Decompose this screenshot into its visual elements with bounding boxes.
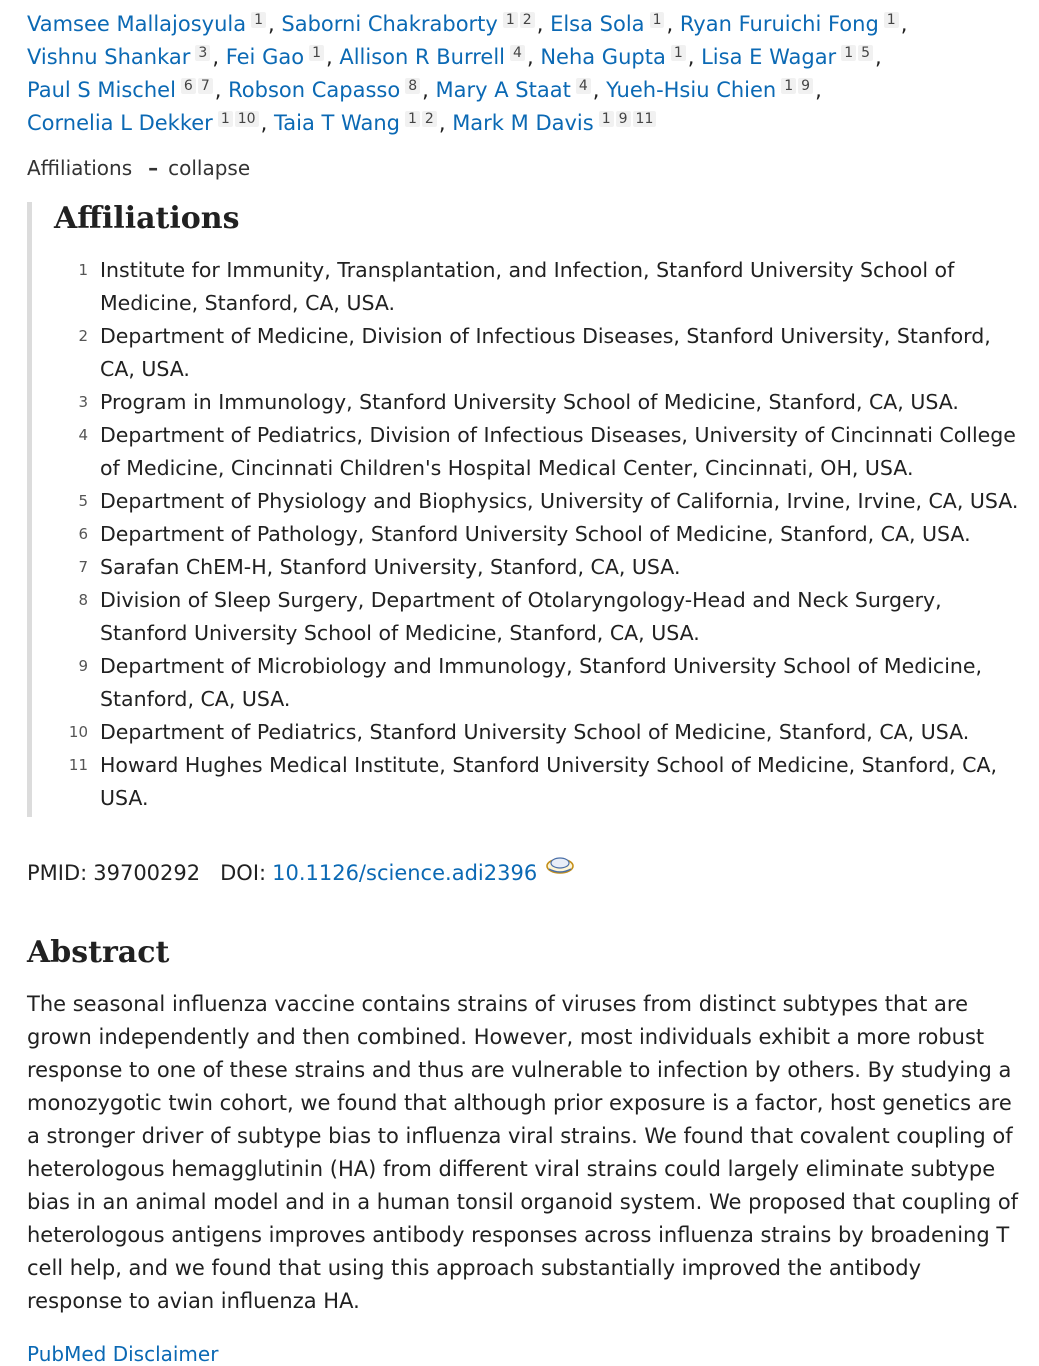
author-entry [274, 111, 446, 135]
affiliation-item [54, 254, 1029, 320]
doi-label: DOI: [220, 861, 267, 885]
pubmed-disclaimer-link[interactable]: PubMed Disclaimer [27, 1342, 219, 1366]
author-separator: , [900, 12, 908, 36]
affiliation-text: Department of Microbiology and Immunology, Stanford University School of Medicine, Stanford, CA, USA. [100, 654, 983, 711]
author-name-link[interactable]: Taia T Wang [273, 111, 400, 135]
author-name-link[interactable]: Cornelia L Dekker [27, 111, 213, 135]
affiliation-item [54, 386, 1029, 419]
affiliation-ref-badge[interactable]: 1 [503, 12, 518, 28]
author-affiliation-refs [405, 78, 422, 94]
affiliation-number: 2 [78, 327, 88, 345]
author-name-link[interactable]: Saborni Chakraborty [281, 12, 498, 36]
author-name-link[interactable]: Mark M Davis [452, 111, 594, 135]
affiliation-ref-badge[interactable]: 2 [422, 111, 437, 127]
author-entry [339, 45, 533, 69]
author-affiliation-refs [510, 45, 527, 61]
author-name-link[interactable]: Robson Capasso [228, 78, 401, 102]
affiliation-item [54, 518, 1029, 551]
author-separator: , [592, 78, 600, 102]
author-name-link[interactable]: Vamsee Mallajosyula [27, 12, 247, 36]
affiliation-ref-badge[interactable]: 1 [218, 111, 233, 127]
affiliation-item [54, 485, 1029, 518]
author-separator: , [666, 12, 674, 36]
affiliation-number: 7 [78, 558, 88, 576]
author-affiliation-refs [841, 45, 875, 61]
affiliation-item [54, 419, 1029, 485]
author-affiliation-refs [599, 111, 659, 127]
affiliations-panel [27, 202, 1029, 817]
author-entry [680, 12, 908, 36]
affiliations-list [54, 254, 1029, 815]
author-affiliation-refs [309, 45, 326, 61]
author-entry [226, 45, 333, 69]
author-entry [27, 45, 219, 69]
doi-link[interactable]: 10.1126/science.adi2396 [272, 861, 538, 885]
affiliation-ref-badge[interactable]: 1 [599, 111, 614, 127]
author-affiliation-refs [195, 45, 212, 61]
affiliation-text: Howard Hughes Medical Institute, Stanford University School of Medicine, Stanford, CA, USA. [100, 753, 998, 810]
author-affiliation-refs [218, 111, 261, 127]
affiliation-ref-badge[interactable]: 9 [798, 78, 813, 94]
author-separator: , [268, 12, 275, 36]
affiliation-item [54, 551, 1029, 584]
author-separator: , [815, 78, 822, 102]
author-entry [452, 111, 658, 135]
affiliation-number: 11 [68, 756, 88, 774]
affiliation-number: 5 [78, 492, 88, 510]
affiliation-number: 8 [78, 591, 88, 609]
pmid-value: 39700292 [93, 861, 201, 885]
author-entry [228, 78, 429, 102]
affiliation-item [54, 320, 1029, 386]
affiliation-number: 9 [78, 657, 88, 675]
affiliations-title: Affiliations [54, 201, 240, 236]
affiliation-ref-badge[interactable]: 1 [841, 45, 856, 61]
author-name-link[interactable]: Fei Gao [225, 45, 305, 69]
author-separator: , [422, 78, 429, 102]
affiliation-ref-badge[interactable]: 1 [671, 45, 686, 61]
affiliation-text: Department of Pediatrics, Stanford University School of Medicine, Stanford, CA, USA. [100, 720, 970, 744]
author-entry [436, 78, 600, 102]
author-name-link[interactable]: Yueh-Hsiu Chien [606, 78, 777, 102]
affiliation-ref-badge[interactable]: 1 [884, 12, 899, 28]
collapse-link[interactable]: collapse [168, 156, 251, 180]
author-entry [606, 78, 822, 102]
affiliation-text: Department of Physiology and Biophysics, University of California, Irvine, Irvine, CA, USA. [100, 489, 1019, 513]
author-affiliation-refs [405, 111, 439, 127]
author-name-link[interactable]: Neha Gupta [540, 45, 666, 69]
author-separator: , [875, 45, 882, 69]
author-affiliation-refs [503, 12, 537, 28]
author-affiliation-refs [576, 78, 593, 94]
affiliation-number: 6 [78, 525, 88, 543]
collapse-dash-icon: – [148, 156, 159, 180]
affiliations-toggle-label: Affiliations [27, 156, 133, 180]
affiliation-text: Department of Pediatrics, Division of Infectious Diseases, University of Cincinnati College of Medicine, Cincinnati Children's Hospital Medical Center, Cincinnati, OH, USA. [100, 423, 1016, 480]
author-separator: , [438, 111, 446, 135]
author-separator: , [325, 45, 333, 69]
affiliation-ref-badge[interactable]: 9 [616, 111, 631, 127]
author-affiliation-refs [650, 12, 667, 28]
author-separator: , [212, 45, 220, 69]
affiliation-text: Program in Immunology, Stanford University School of Medicine, Stanford, CA, USA. [100, 390, 959, 414]
author-entry [27, 78, 221, 102]
author-separator: , [536, 12, 544, 36]
abstract-title: Abstract [27, 935, 170, 970]
affiliation-ref-badge[interactable]: 7 [198, 78, 213, 94]
affiliation-ref-badge[interactable]: 6 [181, 78, 196, 94]
author-name-link[interactable]: Ryan Furuichi Fong [679, 12, 879, 36]
affiliation-ref-badge[interactable]: 1 [405, 111, 420, 127]
affiliation-ref-badge[interactable]: 11 [633, 111, 657, 127]
affiliation-text: Institute for Immunity, Transplantation, and Infection, Stanford University School of Medicine, Stanford, CA, USA. [100, 258, 955, 315]
author-separator: , [687, 45, 695, 69]
author-separator: , [260, 111, 268, 135]
affiliation-text: Department of Pathology, Stanford University School of Medicine, Stanford, CA, USA. [100, 522, 971, 546]
author-list [27, 8, 1027, 140]
author-name-link[interactable]: Allison R Burrell [339, 45, 506, 69]
affiliations-toggle[interactable] [27, 156, 1027, 180]
author-name-link[interactable]: Lisa E Wagar [701, 45, 837, 69]
affiliation-ref-badge[interactable]: 4 [510, 45, 525, 61]
affiliation-text: Division of Sleep Surgery, Department of Otolaryngology-Head and Neck Surgery, Stanford University School of Medicine, Stanford, CA, USA. [100, 588, 942, 645]
author-name-link[interactable]: Paul S Mischel [27, 78, 176, 102]
affiliation-text: Department of Medicine, Division of Infectious Diseases, Stanford University, Stanford, CA, USA. [100, 324, 991, 381]
affiliation-item [54, 749, 1029, 815]
affiliation-ref-badge[interactable]: 3 [195, 45, 210, 61]
affiliation-ref-badge[interactable]: 1 [781, 78, 796, 94]
author-entry [550, 12, 673, 36]
author-separator: , [526, 45, 534, 69]
affiliation-ref-badge[interactable]: 4 [576, 78, 591, 94]
author-affiliation-refs [181, 78, 215, 94]
author-entry [27, 12, 275, 36]
author-affiliation-refs [671, 45, 688, 61]
affiliation-number: 1 [78, 261, 88, 279]
affiliation-number: 4 [78, 426, 88, 444]
affiliation-number: 3 [78, 393, 88, 411]
author-separator: , [214, 78, 222, 102]
author-entry [281, 12, 543, 36]
author-entry [27, 111, 267, 135]
affiliation-number: 10 [68, 723, 88, 741]
author-affiliation-refs [251, 12, 268, 28]
affiliation-text: Sarafan ChEM-H, Stanford University, Stanford, CA, USA. [100, 555, 681, 579]
affiliation-ref-badge[interactable]: 2 [520, 12, 535, 28]
affiliation-ref-badge[interactable]: 10 [235, 111, 259, 127]
affiliation-ref-badge[interactable]: 1 [650, 12, 665, 28]
author-name-link[interactable]: Elsa Sola [550, 12, 645, 36]
affiliation-ref-badge[interactable]: 1 [309, 45, 324, 61]
author-affiliation-refs [781, 78, 815, 94]
author-name-link[interactable]: Mary A Staat [435, 78, 571, 102]
article-identifiers [27, 861, 1027, 885]
affiliation-item [54, 650, 1029, 716]
author-entry [701, 45, 882, 69]
affiliation-ref-badge[interactable]: 1 [251, 12, 266, 28]
pmid-label: PMID: [27, 861, 88, 885]
author-affiliation-refs [884, 12, 901, 28]
affiliation-item [54, 584, 1029, 650]
author-entry [540, 45, 694, 69]
affiliation-ref-badge[interactable]: 8 [405, 78, 420, 94]
affiliation-item [54, 716, 1029, 749]
full-text-link-icon[interactable] [545, 854, 575, 881]
abstract-text: The seasonal influenza vaccine contains strains of viruses from distinct subtypes that are grown independently and then combined. However, most individuals exhibit a more robust response to one of these strains and thus are vulnerable to infection by others. By studying a monozygotic twin cohort, we found that although prior exposure is a factor, host genetics are a stronger driver of subtype bias to influenza viral strains. We found that covalent coupling of heterologous hemagglutinin (HA) from different viral strains could largely eliminate subtype bias in an animal model and in a human tonsil organoid system. We proposed that coupling of heterologous antigens improves antibody responses across influenza strains by broadening T cell help, and we found that using this approach substantially improved the antibody response to avian influenza HA. [27, 992, 1019, 1313]
affiliation-ref-badge[interactable]: 5 [858, 45, 873, 61]
author-name-link[interactable]: Vishnu Shankar [27, 45, 191, 69]
